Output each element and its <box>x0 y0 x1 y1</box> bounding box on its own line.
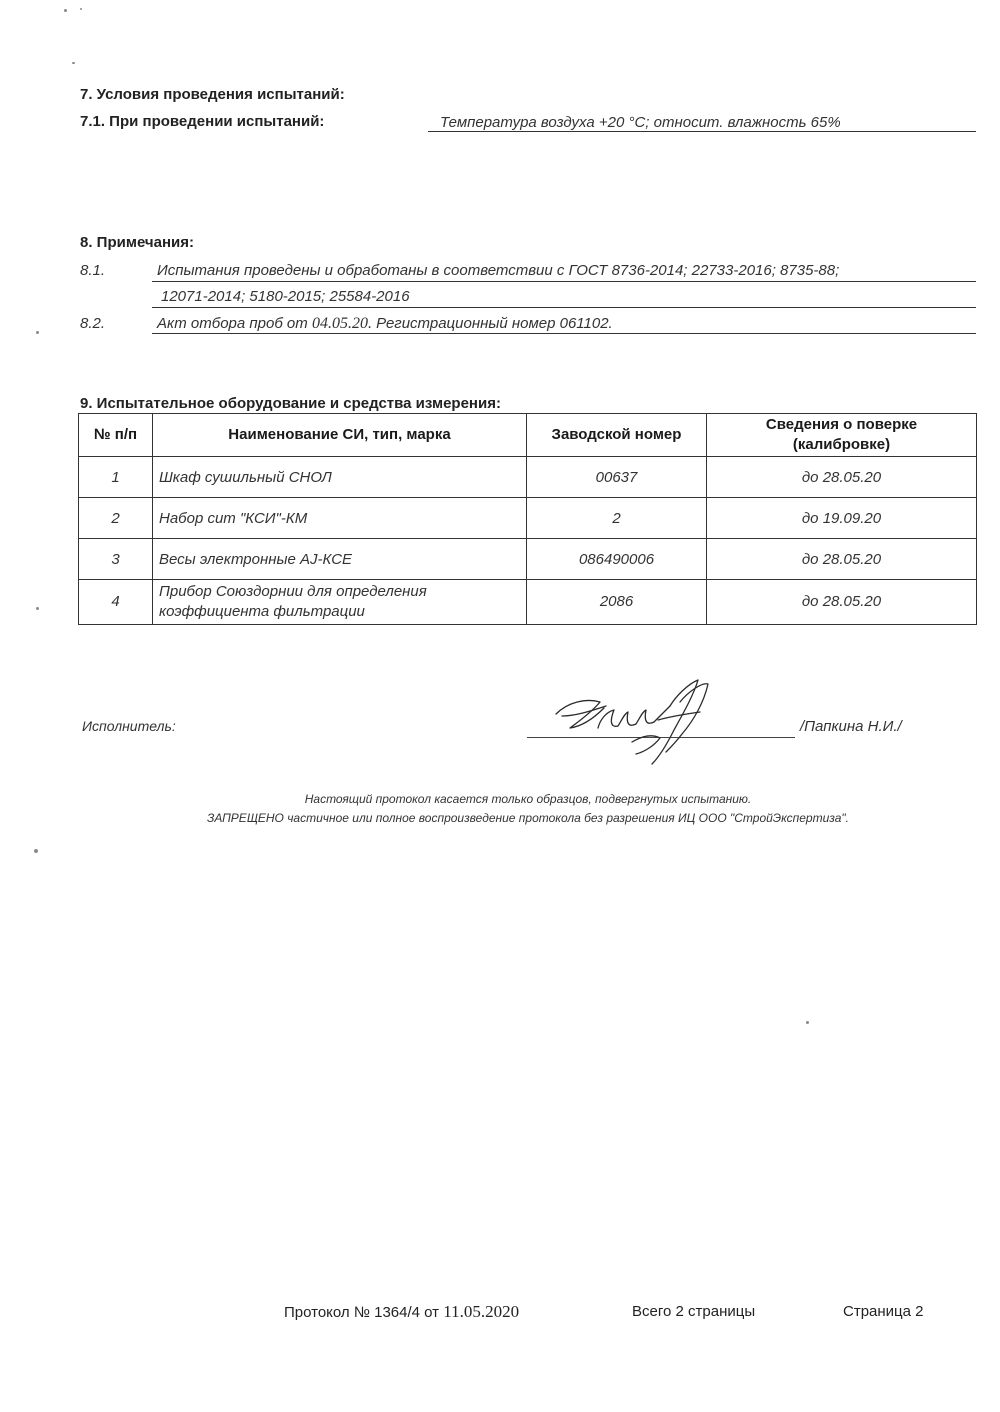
cell-num: 2 <box>79 498 153 539</box>
note-date: 04.05.20. <box>311 315 372 332</box>
header-calibration <box>707 414 977 457</box>
cell-calibration: до 28.05.20 <box>707 580 977 625</box>
cell-name: Набор сит "КСИ"-КМ <box>153 498 527 539</box>
underline <box>152 307 976 308</box>
cell-serial: 086490006 <box>527 539 707 580</box>
scan-speck <box>36 607 39 610</box>
table-header-row <box>79 414 977 457</box>
handwritten-signature <box>548 672 728 768</box>
cell-name: Шкаф сушильный СНОЛ <box>153 457 527 498</box>
section7-item-label: 7.1. При проведении испытаний: <box>80 113 325 130</box>
footer-page-number: Страница 2 <box>843 1303 924 1320</box>
cell-num: 3 <box>79 539 153 580</box>
scan-speck <box>64 9 67 12</box>
note-prefix: Акт отбора проб от <box>157 315 308 332</box>
cell-num: 1 <box>79 457 153 498</box>
disclaimer-line2: ЗАПРЕЩЕНО частичное или полное воспроизведение протокола без разрешения ИЦ ООО "СтройЭкспертиза". <box>207 811 849 825</box>
section8-heading: 8. Примечания: <box>80 234 194 251</box>
header-num: № п/п <box>79 414 153 457</box>
note-number: 8.2. <box>80 315 106 332</box>
scan-speck <box>36 331 39 334</box>
underline <box>428 131 976 132</box>
note-text: Испытания проведены и обработаны в соответствии с ГОСТ 8736-2014; 22733-2016; 8735-88; <box>157 262 840 279</box>
executor-name: /Папкина Н.И./ <box>800 718 902 735</box>
cell-calibration: до 28.05.20 <box>707 539 977 580</box>
scan-speck <box>806 1021 809 1024</box>
note-text-continued: 12071-2014; 5180-2015; 25584-2016 <box>161 288 410 305</box>
scan-speck <box>34 849 38 853</box>
footer-protocol-prefix: Протокол № 1364/4 от <box>284 1304 440 1321</box>
cell-name-line1: Прибор Союздорнии для определения <box>159 583 427 600</box>
cell-serial: 2086 <box>527 580 707 625</box>
cell-serial: 00637 <box>527 457 707 498</box>
cell-serial: 2 <box>527 498 707 539</box>
section7-heading: 7. Условия проведения испытаний: <box>80 86 345 103</box>
table-row <box>79 539 977 580</box>
equipment-table <box>78 413 977 625</box>
note-number: 8.1. <box>80 262 106 279</box>
header-name: Наименование СИ, тип, марка <box>153 414 527 457</box>
table-row <box>79 580 977 625</box>
underline <box>152 333 976 334</box>
cell-calibration: до 19.09.20 <box>707 498 977 539</box>
cell-name <box>153 580 527 625</box>
header-serial: Заводской номер <box>527 414 707 457</box>
footer-total-pages: Всего 2 страницы <box>632 1303 756 1320</box>
cell-num: 4 <box>79 580 153 625</box>
footer-protocol-date: 11.05.2020 <box>443 1302 520 1321</box>
note-text <box>157 315 613 333</box>
disclaimer-line1: Настоящий протокол касается только образцов, подвергнутых испытанию. <box>304 792 752 806</box>
note-suffix: Регистрационный номер 061102. <box>376 315 613 332</box>
cell-name-line2: коэффициента фильтрации <box>159 603 365 620</box>
section9-heading: 9. Испытательное оборудование и средства измерения: <box>80 395 501 412</box>
scan-speck <box>72 62 75 64</box>
header-calibration-line2: (калибровке) <box>792 436 891 453</box>
footer-protocol <box>284 1302 519 1322</box>
underline <box>152 281 976 282</box>
executor-label: Исполнитель: <box>82 718 176 734</box>
scan-speck <box>80 8 82 10</box>
cell-name: Весы электронные AJ-КСЕ <box>153 539 527 580</box>
header-calibration-line1: Сведения о поверке <box>765 416 918 433</box>
cell-calibration: до 28.05.20 <box>707 457 977 498</box>
table-row <box>79 457 977 498</box>
section7-item-value: Температура воздуха +20 °С; относит. влажность 65% <box>440 114 841 131</box>
table-row <box>79 498 977 539</box>
